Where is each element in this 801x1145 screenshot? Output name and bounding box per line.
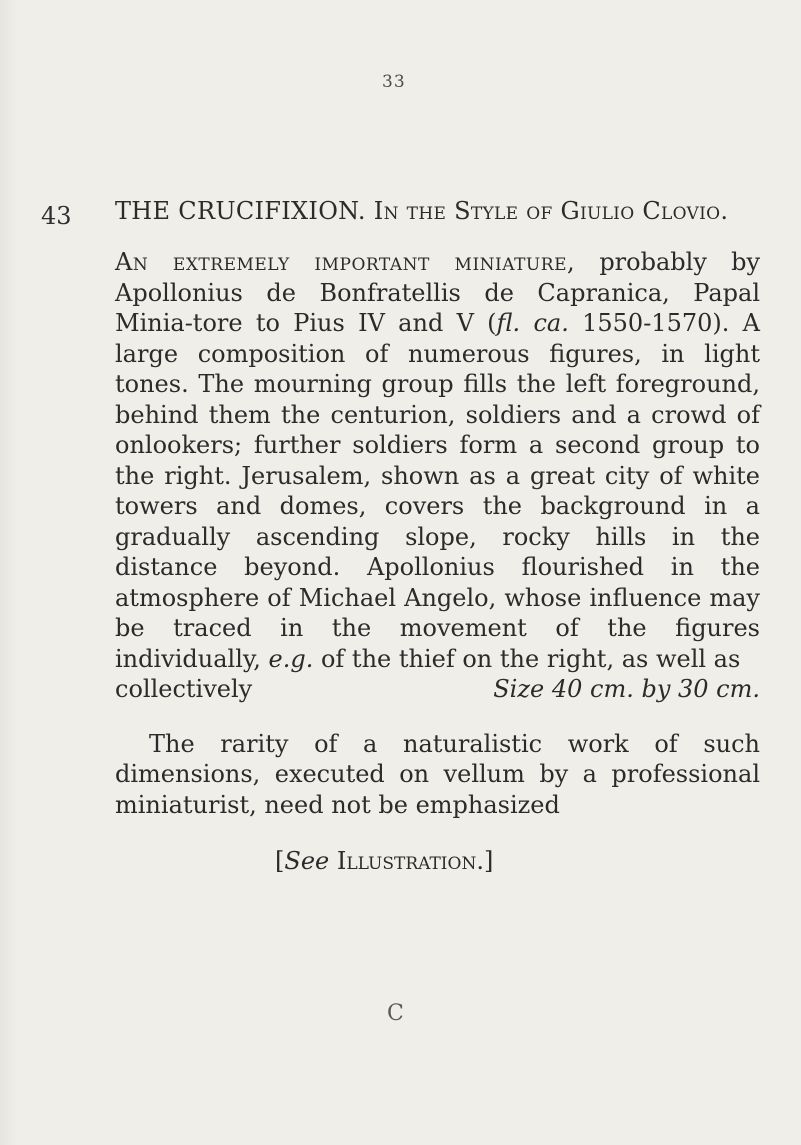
catalogue-entry [115, 196, 760, 876]
entry-title: THE CRUCIFIXION. [115, 197, 366, 225]
size-line [115, 674, 760, 705]
size-measurement: Size 40 cm. by 30 cm. [493, 675, 760, 703]
illustration-reference [115, 846, 760, 876]
entry-attribution: In the Style of Giulio Clovio. [373, 197, 729, 225]
page-number: 33 [382, 72, 406, 92]
description-lead: An extremely important miniature, [115, 248, 576, 276]
example-abbreviation: e.g. [268, 644, 314, 673]
description-text-part-2: 1550-1570). A large composition of numerous figures, in light tones. The mourning group fills the left foreground, behind them the centurion, soldiers and a crowd of onlookers; further soldiers form a second group to the right. Jerusalem, shown as a great city of white towers and domes, covers the background in a gradually ascending slope, rocky hills in the distance beyond. Apollonius flourished in the atmosphere of Michael Angelo, whose influence may be traced in the movement of the figures individually, [115, 309, 760, 673]
rarity-paragraph: The rarity of a naturalistic work of such dimensions, executed on vellum by a professional miniaturist, need not be emphasized [115, 729, 760, 819]
entry-heading [115, 196, 760, 227]
lot-number: 43 [41, 202, 72, 230]
description-text-part-1: probably by Apollonius de Bonfratellis de Capranica, Papal Minia-tore to Pius IV and V ( [115, 248, 761, 337]
illustration-see: See [284, 847, 330, 875]
description-text-part-3: of the thief on the right, as well as [313, 644, 741, 673]
page-edge-shadow [0, 0, 18, 1145]
illustration-label: Illustration. [336, 847, 484, 875]
floruit-abbreviation: fl. ca. [496, 309, 569, 337]
description-paragraph [115, 247, 760, 705]
illustration-close-bracket: ] [483, 847, 494, 875]
signature-mark: C [387, 1001, 404, 1026]
illustration-open-bracket: [ [275, 847, 285, 875]
description-last-word: collectively [115, 675, 253, 703]
